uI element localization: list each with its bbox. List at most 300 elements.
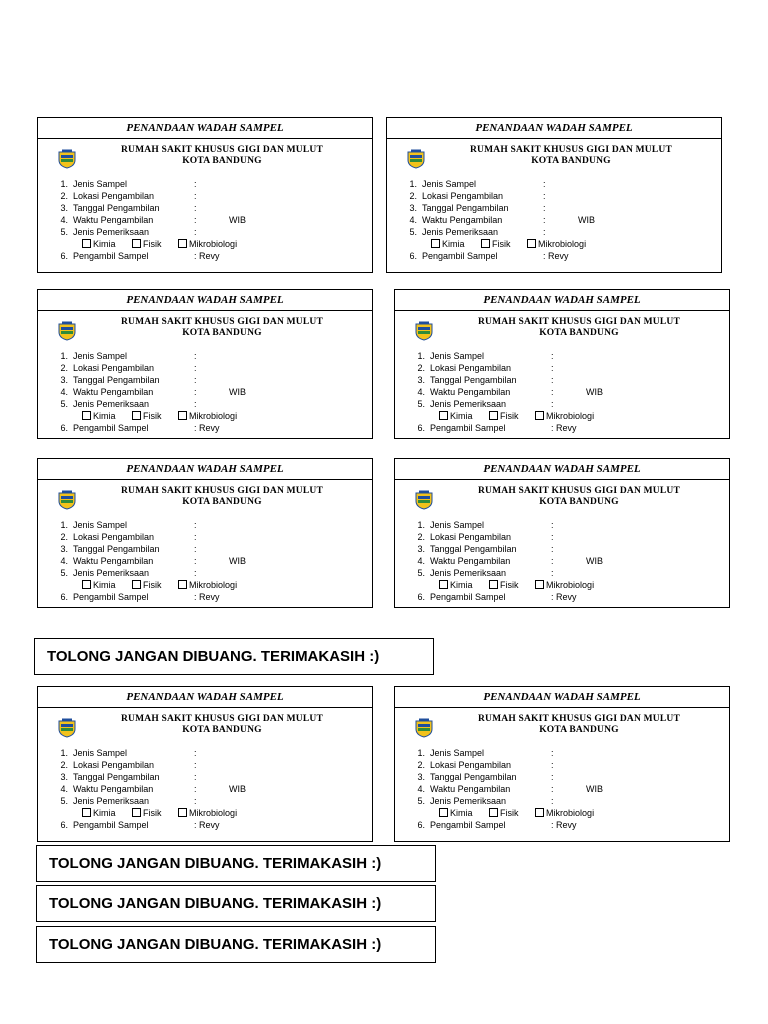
field-number: 3. [417, 772, 425, 782]
institution-line-1: RUMAH SAKIT KHUSUS GIGI DAN MULUT [478, 714, 680, 724]
label-header: PENANDAAN WADAH SAMPEL [38, 118, 372, 139]
field-label: Lokasi Pengambilan [73, 191, 155, 201]
taker-value: : Revy [551, 592, 577, 602]
field-colon: : [543, 191, 546, 201]
field-row [403, 214, 715, 226]
field-label: Tanggal Pengambilan [430, 772, 517, 782]
field-number: 6. [60, 592, 68, 602]
field-row [411, 771, 723, 783]
do-not-discard-note: TOLONG JANGAN DIBUANG. TERIMAKASIH :) [36, 926, 436, 963]
field-row [411, 386, 723, 398]
field-number: 6. [60, 820, 68, 830]
field-colon: : [194, 748, 197, 758]
sample-label-3 [37, 289, 373, 439]
field-colon: : [194, 375, 197, 385]
field-label: Tanggal Pengambilan [73, 203, 160, 213]
institution-line-1: RUMAH SAKIT KHUSUS GIGI DAN MULUT [478, 317, 680, 327]
field-label: Waktu Pengambilan [73, 215, 154, 225]
mikrobiologi-checkbox[interactable] [178, 411, 187, 420]
field-number: 5. [60, 568, 68, 578]
institution-line-2: KOTA BANDUNG [539, 328, 619, 338]
option-label: Fisik [143, 808, 162, 818]
field-row [54, 819, 366, 831]
mikrobiologi-checkbox[interactable] [178, 580, 187, 589]
field-colon: : [194, 760, 197, 770]
field-number: 2. [409, 191, 417, 201]
institution-name [84, 714, 360, 736]
field-number: 3. [409, 203, 417, 213]
wib-unit: WIB [586, 556, 603, 566]
taker-value: : Revy [194, 423, 220, 433]
field-colon: : [551, 556, 554, 566]
field-label: Pengambil Sampel [430, 423, 506, 433]
institution-name [84, 145, 360, 167]
institution-line-2: KOTA BANDUNG [182, 497, 262, 507]
field-label: Waktu Pengambilan [430, 387, 511, 397]
field-colon: : [194, 532, 197, 542]
fisik-checkbox[interactable] [481, 239, 490, 248]
field-row [54, 783, 366, 795]
options-row [54, 410, 366, 422]
field-colon: : [551, 544, 554, 554]
do-not-discard-note: TOLONG JANGAN DIBUANG. TERIMAKASIH :) [36, 845, 436, 882]
institution-line-1: RUMAH SAKIT KHUSUS GIGI DAN MULUT [121, 145, 323, 155]
field-colon: : [194, 215, 197, 225]
wib-unit: WIB [586, 387, 603, 397]
kimia-checkbox[interactable] [431, 239, 440, 248]
kota-bandung-emblem-icon [58, 490, 76, 510]
sample-label-4 [394, 289, 730, 439]
field-label: Jenis Pemeriksaan [73, 227, 150, 237]
kimia-checkbox[interactable] [439, 808, 448, 817]
wib-unit: WIB [229, 556, 246, 566]
do-not-discard-note: TOLONG JANGAN DIBUANG. TERIMAKASIH :) [36, 885, 436, 922]
field-row [54, 178, 366, 190]
label-fields [403, 178, 715, 262]
field-row [411, 531, 723, 543]
field-number: 2. [60, 532, 68, 542]
field-number: 5. [60, 796, 68, 806]
mikrobiologi-checkbox[interactable] [178, 239, 187, 248]
option-label: Mikrobiologi [546, 808, 595, 818]
field-label: Tanggal Pengambilan [73, 772, 160, 782]
field-colon: : [551, 532, 554, 542]
wib-unit: WIB [229, 387, 246, 397]
options-row [411, 807, 723, 819]
field-number: 1. [409, 179, 417, 189]
institution-line-1: RUMAH SAKIT KHUSUS GIGI DAN MULUT [121, 486, 323, 496]
field-number: 5. [417, 796, 425, 806]
field-row [403, 178, 715, 190]
taker-value: : Revy [194, 592, 220, 602]
mikrobiologi-checkbox[interactable] [178, 808, 187, 817]
kota-bandung-emblem-icon [58, 718, 76, 738]
option-label: Kimia [450, 808, 473, 818]
field-row [411, 819, 723, 831]
field-row [54, 795, 366, 807]
field-label: Lokasi Pengambilan [430, 363, 512, 373]
field-label: Jenis Sampel [430, 748, 485, 758]
field-label: Pengambil Sampel [73, 251, 149, 261]
field-row [411, 795, 723, 807]
kimia-checkbox[interactable] [439, 411, 448, 420]
field-label: Waktu Pengambilan [430, 556, 511, 566]
wib-unit: WIB [229, 215, 246, 225]
field-colon: : [551, 363, 554, 373]
field-colon: : [194, 568, 197, 578]
field-colon: : [543, 203, 546, 213]
institution-name [433, 145, 709, 167]
option-label: Mikrobiologi [538, 239, 587, 249]
field-number: 4. [417, 387, 425, 397]
label-header: PENANDAAN WADAH SAMPEL [395, 290, 729, 311]
label-fields [54, 747, 366, 831]
institution-line-1: RUMAH SAKIT KHUSUS GIGI DAN MULUT [121, 317, 323, 327]
field-number: 1. [60, 748, 68, 758]
label-header: PENANDAAN WADAH SAMPEL [387, 118, 721, 139]
field-label: Tanggal Pengambilan [422, 203, 509, 213]
fisik-checkbox[interactable] [489, 580, 498, 589]
field-row [54, 202, 366, 214]
option-label: Fisik [500, 411, 519, 421]
option-label: Kimia [442, 239, 465, 249]
field-row [411, 783, 723, 795]
field-number: 1. [60, 351, 68, 361]
field-number: 5. [409, 227, 417, 237]
field-colon: : [194, 399, 197, 409]
field-number: 3. [417, 375, 425, 385]
field-row [403, 202, 715, 214]
field-colon: : [551, 784, 554, 794]
field-label: Jenis Pemeriksaan [422, 227, 499, 237]
field-number: 4. [409, 215, 417, 225]
field-colon: : [194, 520, 197, 530]
field-row [54, 591, 366, 603]
field-colon: : [543, 215, 546, 225]
institution-name [84, 317, 360, 339]
field-label: Lokasi Pengambilan [430, 760, 512, 770]
institution-line-2: KOTA BANDUNG [531, 156, 611, 166]
option-label: Kimia [93, 580, 116, 590]
institution-line-2: KOTA BANDUNG [182, 156, 262, 166]
field-label: Pengambil Sampel [73, 820, 149, 830]
institution-name [441, 317, 717, 339]
fisik-checkbox[interactable] [489, 808, 498, 817]
field-label: Lokasi Pengambilan [430, 532, 512, 542]
field-label: Waktu Pengambilan [422, 215, 503, 225]
field-number: 2. [417, 363, 425, 373]
field-colon: : [551, 375, 554, 385]
field-number: 4. [417, 556, 425, 566]
field-number: 6. [60, 251, 68, 261]
field-row [54, 747, 366, 759]
label-header: PENANDAAN WADAH SAMPEL [395, 687, 729, 708]
field-row [411, 567, 723, 579]
field-label: Waktu Pengambilan [73, 556, 154, 566]
field-colon: : [194, 351, 197, 361]
option-label: Fisik [143, 411, 162, 421]
mikrobiologi-checkbox[interactable] [527, 239, 536, 248]
field-number: 2. [60, 363, 68, 373]
label-fields [54, 178, 366, 262]
field-label: Jenis Pemeriksaan [430, 399, 507, 409]
option-label: Kimia [450, 580, 473, 590]
field-colon: : [551, 399, 554, 409]
field-colon: : [194, 556, 197, 566]
kota-bandung-emblem-icon [415, 321, 433, 341]
option-label: Fisik [500, 580, 519, 590]
kimia-checkbox[interactable] [82, 239, 91, 248]
mikrobiologi-checkbox[interactable] [535, 580, 544, 589]
field-colon: : [194, 772, 197, 782]
fisik-checkbox[interactable] [132, 239, 141, 248]
field-row [411, 759, 723, 771]
field-row [54, 362, 366, 374]
field-number: 1. [417, 748, 425, 758]
field-number: 2. [417, 532, 425, 542]
field-number: 4. [60, 556, 68, 566]
option-label: Mikrobiologi [546, 580, 595, 590]
sample-label-2 [386, 117, 722, 273]
institution-line-1: RUMAH SAKIT KHUSUS GIGI DAN MULUT [121, 714, 323, 724]
field-number: 3. [60, 375, 68, 385]
option-label: Fisik [492, 239, 511, 249]
field-row [54, 422, 366, 434]
field-number: 6. [409, 251, 417, 261]
institution-name [441, 714, 717, 736]
field-label: Jenis Pemeriksaan [430, 568, 507, 578]
field-number: 2. [417, 760, 425, 770]
kota-bandung-emblem-icon [58, 321, 76, 341]
options-row [403, 238, 715, 250]
field-label: Jenis Pemeriksaan [73, 568, 150, 578]
field-number: 2. [60, 191, 68, 201]
sample-label-1 [37, 117, 373, 273]
field-row [54, 214, 366, 226]
field-row [54, 771, 366, 783]
option-label: Mikrobiologi [189, 808, 238, 818]
field-label: Pengambil Sampel [430, 820, 506, 830]
field-number: 3. [60, 544, 68, 554]
field-row [411, 591, 723, 603]
field-label: Pengambil Sampel [430, 592, 506, 602]
field-label: Lokasi Pengambilan [73, 760, 155, 770]
field-row [411, 543, 723, 555]
field-colon: : [543, 179, 546, 189]
field-label: Jenis Pemeriksaan [430, 796, 507, 806]
option-label: Fisik [143, 239, 162, 249]
wib-unit: WIB [229, 784, 246, 794]
field-number: 5. [417, 399, 425, 409]
options-row [411, 410, 723, 422]
field-row [54, 759, 366, 771]
field-row [54, 386, 366, 398]
fisik-checkbox[interactable] [132, 411, 141, 420]
institution-line-2: KOTA BANDUNG [182, 328, 262, 338]
field-number: 1. [417, 520, 425, 530]
field-number: 6. [417, 423, 425, 433]
field-row [54, 226, 366, 238]
options-row [54, 238, 366, 250]
label-fields [411, 747, 723, 831]
field-colon: : [194, 203, 197, 213]
field-label: Pengambil Sampel [422, 251, 498, 261]
option-label: Mikrobiologi [189, 411, 238, 421]
kimia-checkbox[interactable] [82, 808, 91, 817]
field-colon: : [543, 227, 546, 237]
field-row [54, 398, 366, 410]
field-row [54, 190, 366, 202]
field-label: Waktu Pengambilan [430, 784, 511, 794]
field-number: 4. [60, 387, 68, 397]
field-number: 1. [60, 520, 68, 530]
option-label: Kimia [93, 239, 116, 249]
field-label: Lokasi Pengambilan [73, 532, 155, 542]
field-colon: : [551, 351, 554, 361]
field-row [411, 350, 723, 362]
option-label: Mikrobiologi [189, 239, 238, 249]
field-colon: : [551, 796, 554, 806]
mikrobiologi-checkbox[interactable] [535, 411, 544, 420]
label-header: PENANDAAN WADAH SAMPEL [38, 459, 372, 480]
field-colon: : [194, 363, 197, 373]
option-label: Kimia [450, 411, 473, 421]
field-label: Jenis Sampel [430, 351, 485, 361]
field-row [411, 398, 723, 410]
field-number: 3. [417, 544, 425, 554]
label-header: PENANDAAN WADAH SAMPEL [38, 290, 372, 311]
kimia-checkbox[interactable] [439, 580, 448, 589]
sample-label-6 [394, 458, 730, 608]
taker-value: : Revy [194, 820, 220, 830]
field-label: Jenis Sampel [430, 520, 485, 530]
option-label: Kimia [93, 411, 116, 421]
sample-label-8 [394, 686, 730, 842]
kota-bandung-emblem-icon [407, 149, 425, 169]
field-row [54, 543, 366, 555]
field-row [403, 226, 715, 238]
option-label: Mikrobiologi [546, 411, 595, 421]
field-colon: : [551, 568, 554, 578]
field-label: Jenis Sampel [73, 351, 128, 361]
field-label: Tanggal Pengambilan [430, 375, 517, 385]
field-row [54, 555, 366, 567]
options-row [411, 579, 723, 591]
field-label: Jenis Sampel [73, 520, 128, 530]
institution-line-2: KOTA BANDUNG [182, 725, 262, 735]
field-label: Jenis Sampel [73, 179, 128, 189]
institution-line-1: RUMAH SAKIT KHUSUS GIGI DAN MULUT [478, 486, 680, 496]
field-colon: : [194, 191, 197, 201]
field-colon: : [194, 227, 197, 237]
field-label: Pengambil Sampel [73, 592, 149, 602]
field-row [411, 519, 723, 531]
field-number: 2. [60, 760, 68, 770]
label-fields [54, 519, 366, 603]
field-colon: : [194, 387, 197, 397]
label-header: PENANDAAN WADAH SAMPEL [395, 459, 729, 480]
field-label: Tanggal Pengambilan [73, 375, 160, 385]
fisik-checkbox[interactable] [489, 411, 498, 420]
field-colon: : [194, 179, 197, 189]
taker-value: : Revy [551, 423, 577, 433]
field-label: Tanggal Pengambilan [430, 544, 517, 554]
field-row [54, 567, 366, 579]
field-number: 3. [60, 203, 68, 213]
field-label: Jenis Pemeriksaan [73, 796, 150, 806]
field-label: Lokasi Pengambilan [422, 191, 504, 201]
options-row [54, 579, 366, 591]
label-header: PENANDAAN WADAH SAMPEL [38, 687, 372, 708]
field-row [411, 422, 723, 434]
field-number: 6. [417, 592, 425, 602]
kota-bandung-emblem-icon [415, 490, 433, 510]
institution-line-1: RUMAH SAKIT KHUSUS GIGI DAN MULUT [470, 145, 672, 155]
do-not-discard-note: TOLONG JANGAN DIBUANG. TERIMAKASIH :) [34, 638, 434, 675]
field-colon: : [551, 387, 554, 397]
option-label: Fisik [143, 580, 162, 590]
fisik-checkbox[interactable] [132, 580, 141, 589]
label-fields [411, 350, 723, 434]
institution-name [84, 486, 360, 508]
institution-name [441, 486, 717, 508]
sample-label-5 [37, 458, 373, 608]
field-colon: : [551, 772, 554, 782]
taker-value: : Revy [194, 251, 220, 261]
field-number: 4. [60, 215, 68, 225]
option-label: Mikrobiologi [189, 580, 238, 590]
field-number: 6. [417, 820, 425, 830]
field-number: 3. [60, 772, 68, 782]
field-row [54, 519, 366, 531]
field-row [54, 350, 366, 362]
field-label: Pengambil Sampel [73, 423, 149, 433]
kimia-checkbox[interactable] [82, 411, 91, 420]
field-row [411, 555, 723, 567]
field-label: Tanggal Pengambilan [73, 544, 160, 554]
fisik-checkbox[interactable] [132, 808, 141, 817]
kimia-checkbox[interactable] [82, 580, 91, 589]
field-colon: : [551, 760, 554, 770]
field-label: Waktu Pengambilan [73, 784, 154, 794]
field-row [54, 531, 366, 543]
options-row [54, 807, 366, 819]
field-colon: : [194, 784, 197, 794]
field-label: Jenis Pemeriksaan [73, 399, 150, 409]
field-label: Jenis Sampel [422, 179, 477, 189]
label-fields [411, 519, 723, 603]
field-number: 1. [417, 351, 425, 361]
institution-line-2: KOTA BANDUNG [539, 725, 619, 735]
field-colon: : [194, 544, 197, 554]
field-label: Lokasi Pengambilan [73, 363, 155, 373]
field-label: Jenis Sampel [73, 748, 128, 758]
field-row [54, 250, 366, 262]
label-fields [54, 350, 366, 434]
field-row [403, 190, 715, 202]
institution-line-2: KOTA BANDUNG [539, 497, 619, 507]
field-number: 1. [60, 179, 68, 189]
option-label: Fisik [500, 808, 519, 818]
field-label: Waktu Pengambilan [73, 387, 154, 397]
field-colon: : [194, 796, 197, 806]
taker-value: : Revy [543, 251, 569, 261]
field-row [411, 747, 723, 759]
field-row [403, 250, 715, 262]
field-row [411, 362, 723, 374]
kota-bandung-emblem-icon [415, 718, 433, 738]
mikrobiologi-checkbox[interactable] [535, 808, 544, 817]
